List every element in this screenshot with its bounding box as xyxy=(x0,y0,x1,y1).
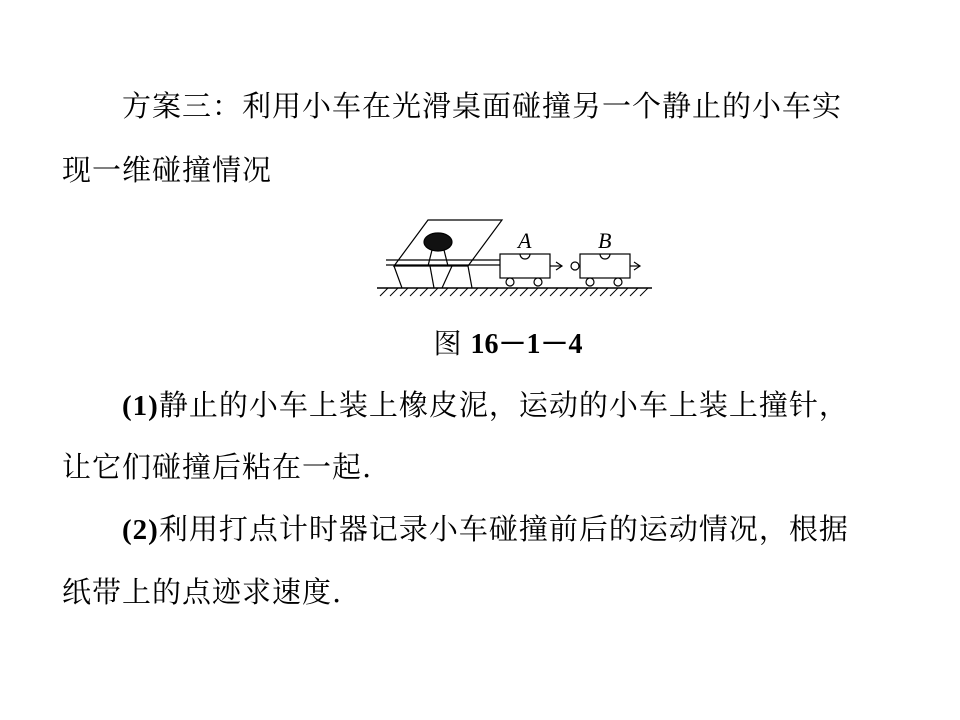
cart-b xyxy=(580,254,640,286)
item-1-line-2: 让它们碰撞后粘在一起. xyxy=(62,450,373,484)
cart-a-label: A xyxy=(518,228,532,253)
item-2-line-2: 纸带上的点迹求速度. xyxy=(62,575,343,609)
putty xyxy=(571,262,579,270)
ground-hatching xyxy=(380,288,648,296)
item-2-text: 利用打点计时器记录小车碰撞前后的运动情况，根据 xyxy=(158,512,849,546)
paragraph-line-2: 现一维碰撞情况 xyxy=(62,153,273,187)
item-2-number: (2) xyxy=(122,514,159,546)
figure-caption xyxy=(0,324,960,365)
paragraph-line-1: 方案三：利用小车在光滑桌面碰撞另一个静止的小车实 xyxy=(122,89,843,123)
caption-number: 16－1－4 xyxy=(470,329,583,360)
spark-timer xyxy=(394,220,502,288)
cart-b-label: B xyxy=(598,228,612,253)
collision-diagram xyxy=(372,212,657,304)
item-2-line-1 xyxy=(122,509,849,550)
ink-drum xyxy=(424,233,452,251)
item-1-number: (1) xyxy=(122,390,159,422)
item-1-text: 静止的小车上装上橡皮泥，运动的小车上装上撞针， xyxy=(158,388,849,422)
caption-prefix: 图 xyxy=(433,327,462,360)
item-1-line-1 xyxy=(122,385,849,426)
cart-a xyxy=(500,254,562,286)
